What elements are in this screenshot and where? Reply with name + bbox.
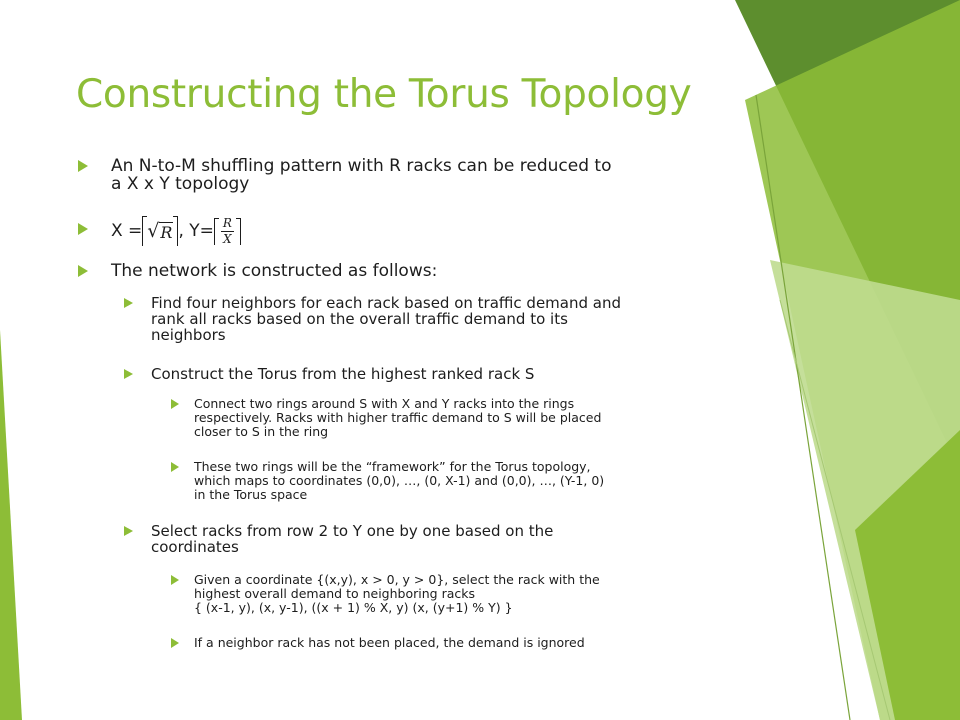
bullet-arrow-icon — [78, 223, 88, 235]
bullet-text-line: respectively. Racks with higher traffic demand to S will be placed — [194, 410, 602, 425]
subbullet-find-neighbors — [124, 295, 621, 343]
bullet-text-line: Construct the Torus from the highest ranked rack S — [151, 365, 535, 383]
bullet-text-line: Find four neighbors for each rack based on traffic demand and — [151, 294, 622, 312]
subbullet-construct-torus — [124, 366, 534, 382]
formula-ceil-sqrt — [142, 220, 178, 242]
subsubbullet-framework — [171, 460, 604, 502]
bullet-text-line: Connect two rings around S with X and Y racks into the rings — [194, 396, 575, 411]
bullet-arrow-icon — [78, 265, 88, 277]
formula-sqrt — [147, 220, 173, 242]
bullet-text-line: which maps to coordinates (0,0), …, (0, X-1) and (0,0), …, (Y-1, 0) — [194, 473, 605, 488]
left-green-sliver — [0, 330, 22, 720]
bullet-text-line: in the Torus space — [194, 487, 308, 502]
bullet-text-line: rank all racks based on the overall traffic demand to its — [151, 310, 568, 328]
formula-frac-denominator: X — [223, 231, 232, 246]
formula-fraction — [221, 216, 234, 247]
bullet-arrow-icon — [124, 369, 133, 379]
subbullet-select-racks — [124, 523, 553, 555]
bullet-text-line: These two rings will be the “framework” for the Torus topology, — [194, 459, 591, 474]
bullet-text-line: The network is constructed as follows: — [111, 261, 438, 281]
bullet-text-line: { (x-1, y), (x, y-1), ((x + 1) % X, y) (x, (y+1) % Y) } — [194, 600, 513, 615]
bullet-text-line: Given a coordinate {(x,y), x > 0, y > 0}, select the rack with the — [194, 572, 600, 587]
bullet-arrow-icon — [171, 399, 179, 409]
formula-sqrt-arg: R — [160, 223, 173, 242]
bullet-text-line: closer to S in the ring — [194, 424, 329, 439]
bullet-network-construction — [78, 262, 437, 280]
bullet-arrow-icon — [171, 638, 179, 648]
slide-title: Constructing the Torus Topology — [76, 72, 692, 117]
bullet-arrow-icon — [124, 298, 133, 308]
bullet-text-line: neighbors — [151, 326, 226, 344]
bullet-arrow-icon — [171, 462, 179, 472]
subsubbullet-connect-rings — [171, 397, 601, 439]
bullet-text-line: coordinates — [151, 538, 239, 556]
bullet-text-line: highest overall demand to neighboring racks — [194, 586, 475, 601]
bullet-arrow-icon — [171, 575, 179, 585]
bullet-shuffling-pattern — [78, 157, 612, 193]
formula-ceil-frac — [214, 216, 241, 247]
subsubbullet-given-coordinate — [171, 573, 600, 615]
formula-separator: , Y= — [178, 221, 214, 241]
formula-frac-numerator: R — [222, 215, 232, 230]
bullet-arrow-icon — [124, 526, 133, 536]
sqrt-radical-icon: √ — [147, 220, 160, 242]
bullet-text-line: An N-to-M shuffling pattern with R racks can be reduced to — [111, 156, 612, 176]
bullet-text-line: If a neighbor rack has not been placed, the demand is ignored — [194, 635, 585, 650]
bullet-text-line: Select racks from row 2 to Y one by one based on the — [151, 522, 554, 540]
subsubbullet-neighbor-ignored — [171, 636, 585, 650]
bullet-arrow-icon — [78, 160, 88, 172]
formula-x-label: X = — [111, 221, 143, 241]
bullet-text-line: a X x Y topology — [111, 174, 250, 194]
